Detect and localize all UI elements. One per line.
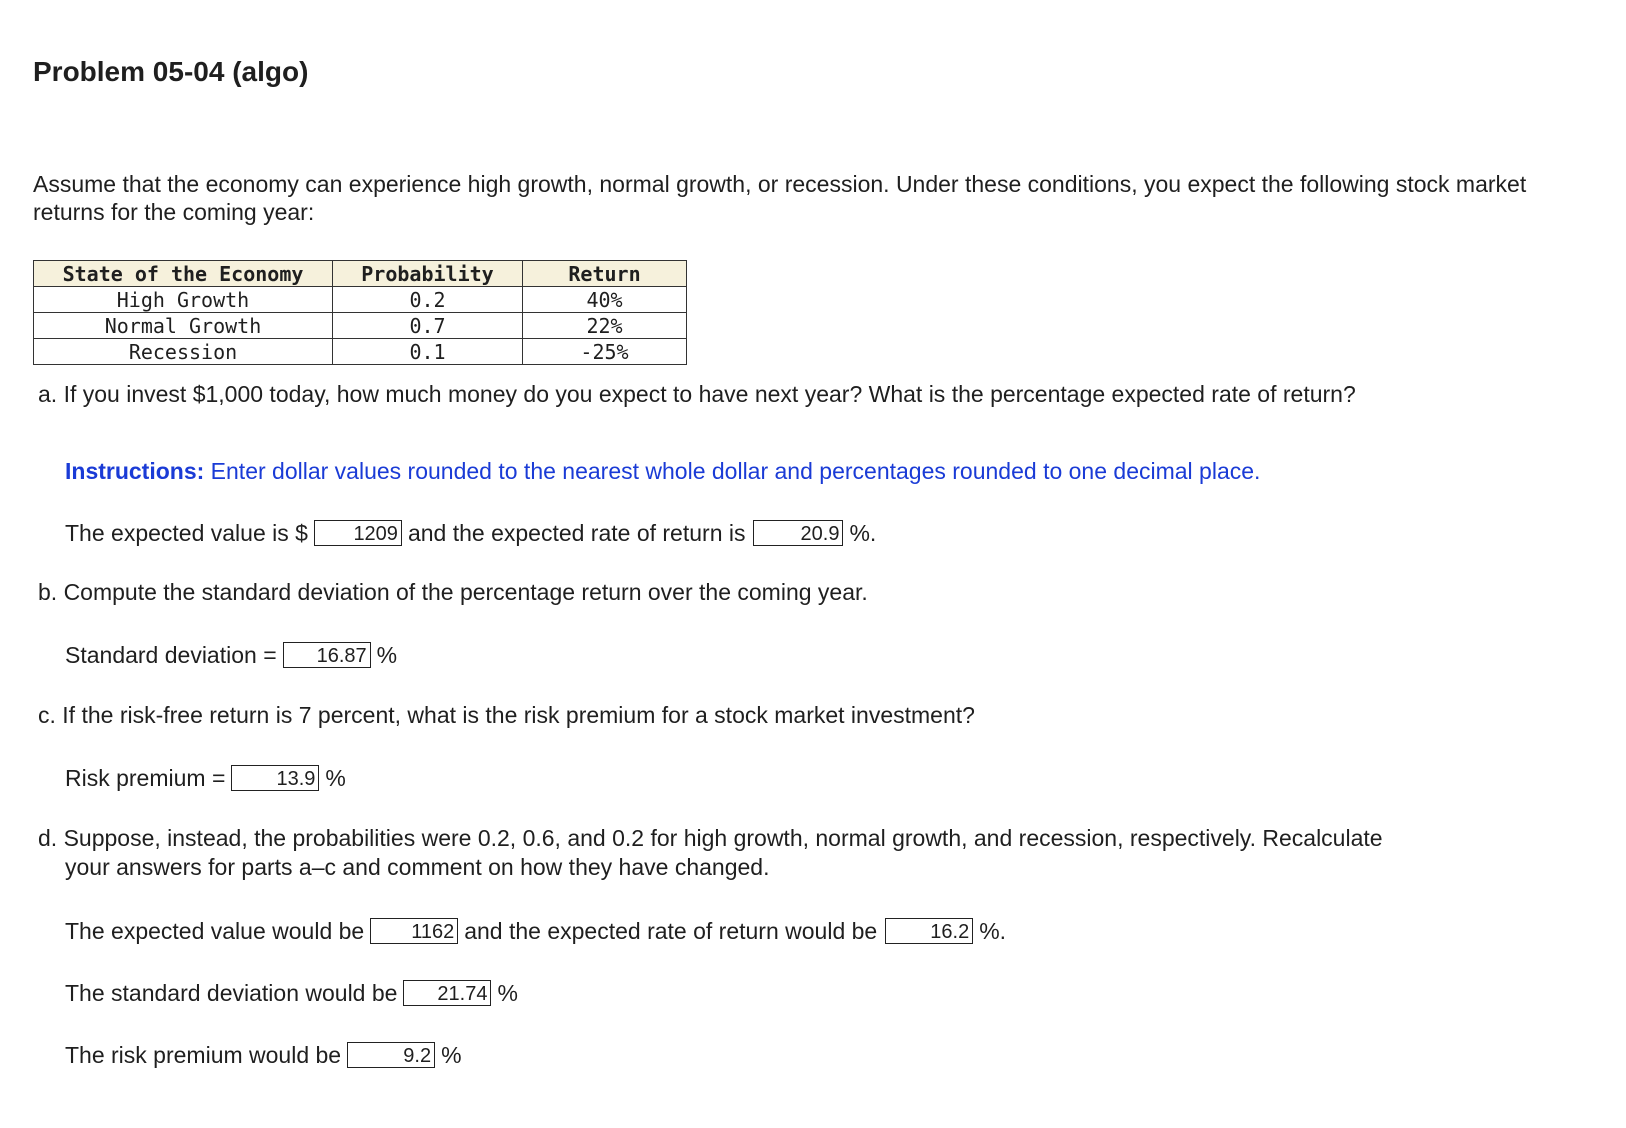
part-d-std-dev-line <box>65 978 518 1008</box>
part-d-expected-line <box>65 916 1006 946</box>
new-expected-return-label: and the expected rate of return would be <box>464 918 878 944</box>
expected-value-input[interactable]: 1209 <box>314 520 402 546</box>
risk-premium-input[interactable]: 13.9 <box>231 765 319 791</box>
new-std-dev-label: The standard deviation would be <box>65 980 398 1006</box>
percent-unit: %. <box>849 520 877 546</box>
instructions-label: Instructions: <box>65 458 205 484</box>
part-c-question: c. If the risk-free return is 7 percent, what is the risk premium for a stock market investment? <box>38 702 975 728</box>
table-cell: -25% <box>523 339 687 365</box>
expected-return-label: and the expected rate of return is <box>407 520 746 546</box>
table-cell: 0.7 <box>333 313 523 339</box>
table-cell: 0.2 <box>333 287 523 313</box>
part-a-question: a. If you invest $1,000 today, how much money do you expect to have next year? What is the percentage expected rate of return? <box>38 381 1356 407</box>
table-row <box>34 313 687 339</box>
expected-return-input[interactable]: 20.9 <box>753 520 843 546</box>
economy-table <box>33 260 687 365</box>
new-expected-value-label: The expected value would be <box>65 918 365 944</box>
column-header: State of the Economy <box>34 261 333 287</box>
new-expected-return-input[interactable]: 16.2 <box>885 918 973 944</box>
part-b-answer-line <box>65 640 397 670</box>
new-risk-premium-label: The risk premium would be <box>65 1042 342 1068</box>
expected-value-label: The expected value is $ <box>65 520 308 546</box>
std-dev-input[interactable]: 16.87 <box>283 642 371 668</box>
new-std-dev-input[interactable]: 21.74 <box>403 980 491 1006</box>
percent-unit: %. <box>979 918 1007 944</box>
part-a-answer-line <box>65 518 876 548</box>
table-cell: Recession <box>34 339 333 365</box>
table-row <box>34 339 687 365</box>
part-d-question-line1: d. Suppose, instead, the probabilities were 0.2, 0.6, and 0.2 for high growth, normal growth, and recession, respectively. Recalculate <box>38 825 1383 851</box>
page-title: Problem 05-04 (algo) <box>33 56 309 87</box>
percent-unit: % <box>441 1042 462 1068</box>
problem-intro: Assume that the economy can experience high growth, normal growth, or recession. Under these conditions, you expect the following stock market returns for the coming year: <box>33 171 1527 225</box>
table-row <box>34 287 687 313</box>
percent-unit: % <box>376 642 398 668</box>
percent-unit: % <box>497 980 518 1006</box>
new-expected-value-input[interactable]: 1162 <box>370 918 458 944</box>
table-cell: 0.1 <box>333 339 523 365</box>
risk-premium-label: Risk premium = <box>65 765 226 791</box>
part-d-risk-premium-line <box>65 1040 462 1070</box>
table-cell: 22% <box>523 313 687 339</box>
table-cell: High Growth <box>34 287 333 313</box>
table-cell: Normal Growth <box>34 313 333 339</box>
table-cell: 40% <box>523 287 687 313</box>
table-header-row <box>34 261 687 287</box>
column-header: Return <box>523 261 687 287</box>
instructions <box>65 458 1260 485</box>
part-d-question-line2: your answers for parts a–c and comment on how they have changed. <box>65 854 770 880</box>
column-header: Probability <box>333 261 523 287</box>
percent-unit: % <box>325 765 346 791</box>
part-c-answer-line <box>65 763 346 793</box>
instructions-text: Enter dollar values rounded to the nearest whole dollar and percentages rounded to one decimal place. <box>210 458 1261 484</box>
new-risk-premium-input[interactable]: 9.2 <box>347 1042 435 1068</box>
std-dev-label: Standard deviation = <box>65 642 277 668</box>
part-b-question: b. Compute the standard deviation of the percentage return over the coming year. <box>38 579 868 605</box>
